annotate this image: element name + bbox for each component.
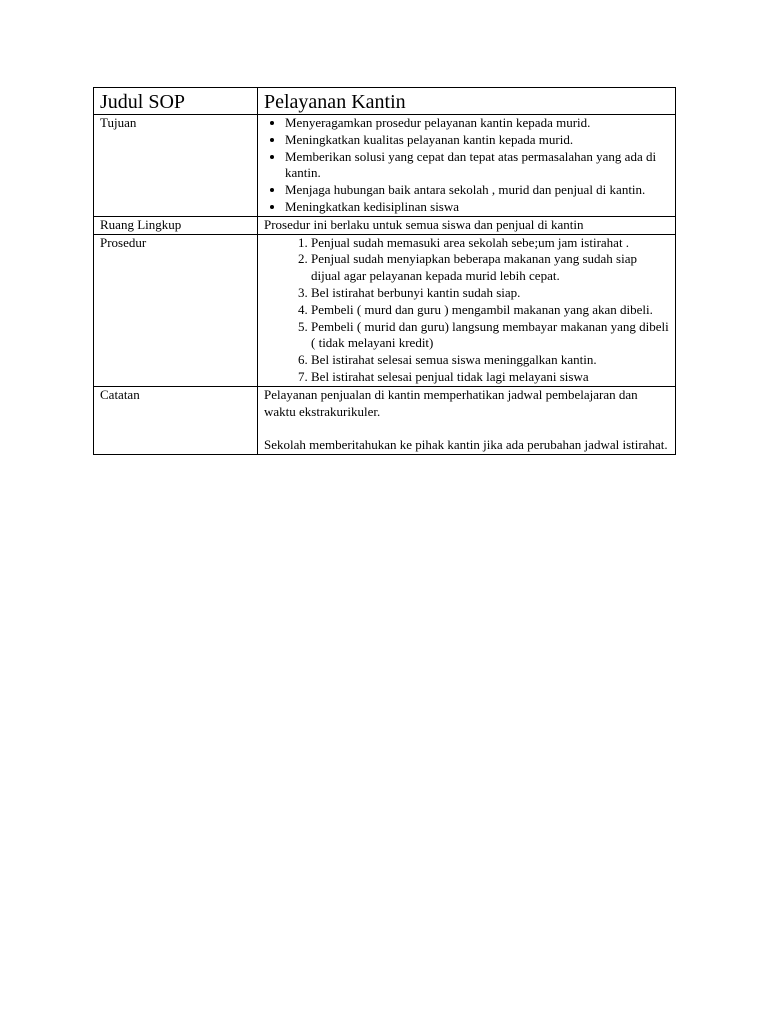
- prosedur-step: 2. Penjual sudah menyiapkan beberapa makanan yang sudah siap dijual agar pelayanan kepada murid lebih cepat.: [311, 251, 669, 285]
- tujuan-item: • Meningkatkan kualitas pelayanan kantin kepada murid.: [285, 132, 669, 149]
- tujuan-item: • Memberikan solusi yang cepat dan tepat atas permasalahan yang ada di kantin.: [285, 149, 669, 183]
- catatan-content: [258, 386, 676, 454]
- sop-title-label: Judul SOP: [94, 88, 258, 115]
- prosedur-label: Prosedur: [94, 234, 258, 386]
- tujuan-content: [258, 115, 676, 217]
- prosedur-step: 5. Pembeli ( murid dan guru) langsung membayar makanan yang dibeli ( tidak melayani kredit): [311, 319, 669, 353]
- prosedur-step: 7. Bel istirahat selesai penjual tidak lagi melayani siswa: [311, 369, 669, 386]
- catatan-paragraph: Sekolah memberitahukan ke pihak kantin jika ada perubahan jadwal istirahat.: [264, 437, 668, 453]
- prosedur-content: [258, 234, 676, 386]
- catatan-row: [94, 386, 676, 454]
- prosedur-step: 1. Penjual sudah memasuki area sekolah sebe;um jam istirahat .: [311, 235, 669, 252]
- ruang-lingkup-label: Ruang Lingkup: [94, 216, 258, 234]
- ruang-lingkup-row: [94, 216, 676, 234]
- ruang-lingkup-value: Prosedur ini berlaku untuk semua siswa dan penjual di kantin: [258, 216, 676, 234]
- prosedur-step: 3. Bel istirahat berbunyi kantin sudah siap.: [311, 285, 669, 302]
- tujuan-item: • Menjaga hubungan baik antara sekolah , murid dan penjual di kantin.: [285, 182, 669, 199]
- tujuan-item: • Menyeragamkan prosedur pelayanan kantin kepada murid.: [285, 115, 669, 132]
- sop-table: [93, 87, 676, 455]
- sop-header-row: [94, 88, 676, 115]
- sop-title-value: Pelayanan Kantin: [258, 88, 676, 115]
- tujuan-item: • Meningkatkan kedisiplinan siswa: [285, 199, 669, 216]
- tujuan-label: Tujuan: [94, 115, 258, 217]
- tujuan-list: [264, 115, 669, 216]
- catatan-paragraph: Pelayanan penjualan di kantin memperhatikan jadwal pembelajaran dan waktu ekstrakurikuler.: [264, 386, 638, 419]
- catatan-label: Catatan: [94, 386, 258, 454]
- prosedur-step: 6. Bel istirahat selesai semua siswa meninggalkan kantin.: [311, 352, 669, 369]
- prosedur-step: 4. Pembeli ( murd dan guru ) mengambil makanan yang akan dibeli.: [311, 302, 669, 319]
- tujuan-row: [94, 115, 676, 217]
- prosedur-list: [264, 235, 669, 386]
- prosedur-row: [94, 234, 676, 386]
